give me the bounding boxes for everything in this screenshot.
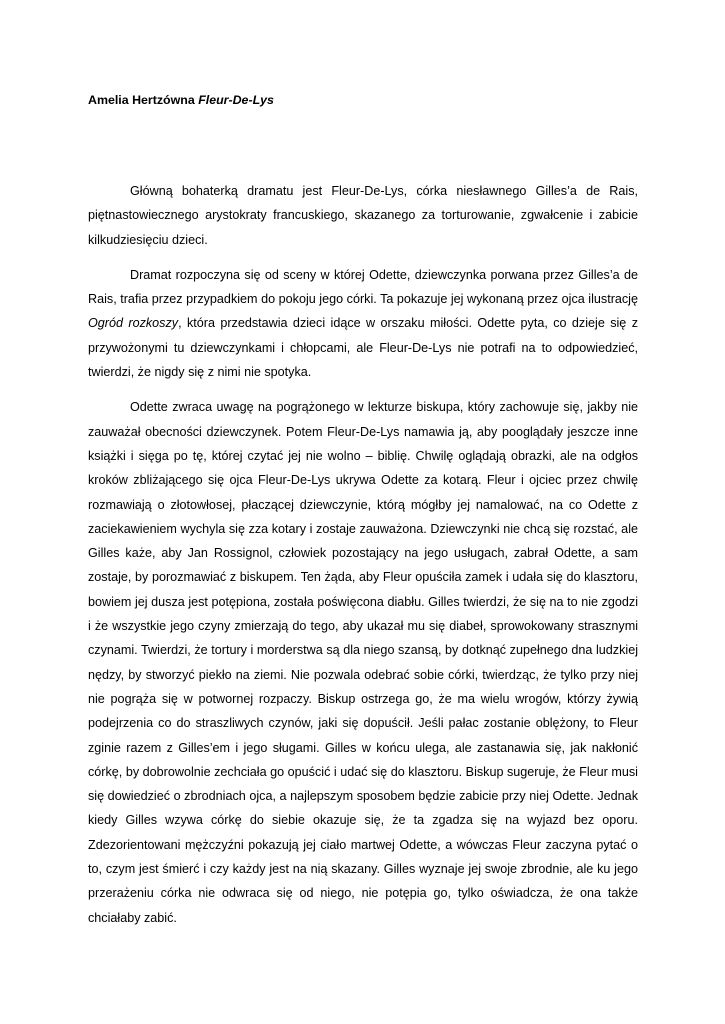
paragraph-text: Dramat rozpoczyna się od sceny w której Odette, dziewczynka porwana przez Gilles’a de Rais, trafia przez przypadkiem do pokoju jego córki. Ta pokazuje jej wykonaną przez ojca ilustrację — [88, 267, 638, 307]
paragraph — [88, 179, 638, 252]
paragraph — [88, 263, 638, 384]
paragraph-text: Odette zwraca uwagę na pogrążonego w lekturze biskupa, który zachowuje się, jakby nie zauważał obecności dziewczynek. Potem Fleur-De-Lys namawia ją, aby pooglądały jeszcze inne książki i sięga po tę, której czytać jej nie wolno – biblię. Chwilę oglądają obrazki, ale na odgłos kroków zbliżającego się ojca Fleur-De-Lys ukrywa Odette za kotarą. Fleur i ojciec przez chwilę rozmawiają o złotowłosej, płaczącej dziewczynie, którą mógłby jej namalować, na co Odette z zaciekawieniem wychyla się zza kotary i zostaje zauważona. Dziewczynki nie chcą się rozstać, ale Gilles każe, aby Jan Rossignol, człowiek pozostający na jego usługach, zabrał Odette, a sam zostaje, by porozmawiać z biskupem. Ten żąda, aby Fleur opuściła zamek i udała się do klasztoru, bowiem jej dusza jest potępiona, została poświęcona diabłu. Gilles twierdzi, że się na to nie zgodzi i że wszystkie jego czyny zmierzają do tego, aby ukazał mu się diabeł, sprowokowany strasznymi czynami. Twierdzi, że tortury i morderstwa są dla niego szansą, by dotknąć zupełnego dna ludzkiej nędzy, by stworzyć piekło na ziemi. Nie pozwala odebrać sobie córki, twierdząc, że tylko przy niej nie pogrąża się w potwornej rozpaczy. Biskup ostrzega go, że ma wielu wrogów, którzy żywią podejrzenia co do straszliwych czynów, jaki się dopuścił. Jeśli pałac zostanie oblężony, to Fleur zginie razem z Gilles’em i jego sługami. Gilles w końcu ulega, ale zastanawia się, jak nakłonić córkę, by dobrowolnie zechciała go opuścić i udać się do klasztoru. Biskup sugeruje, że Fleur musi się dowiedzieć o zbrodniach ojca, a najlepszym sposobem będzie zabicie przy niej Odette. Jednak kiedy Gilles wzywa córkę do siebie okazuje się, że ta zgadza się na wyjazd bez oporu. Zdezorientowani mężczyźni pokazują jej ciało martwej Odette, a wówczas Fleur zaczyna pytać o to, czym jest śmierć i czy każdy jest na nią skazany. Gilles wyznaje jej swoje zbrodnie, ale ku jego przerażeniu córka nie odwraca się od niego, nie potępia go, tylko oświadcza, że ona także chciałaby zabić. — [88, 400, 638, 925]
paragraph-text: , która przedstawia dzieci idące w orszaku miłości. Odette pyta, co dzieje się z przywożonymi tu dziewczynkami i chłopcami, ale Fleur-De-Lys nie potrafi na to odpowiedzieć, twierdzi, że nigdy się z nimi nie spotyka. — [88, 316, 638, 380]
paragraph — [88, 395, 638, 930]
work-reference-italic: Ogród rozkoszy — [88, 316, 179, 331]
document-heading — [88, 92, 274, 108]
work-title: Fleur-De-Lys — [198, 93, 274, 107]
body-text — [88, 179, 638, 941]
paragraph-text: Główną bohaterką dramatu jest Fleur-De-Lys, córka niesławnego Gilles’a de Rais, piętnastowiecznego arystokraty francuskiego, skazanego za torturowanie, zgwałcenie i zabicie kilkudziesięciu dzieci. — [88, 184, 638, 247]
author-name: Amelia Hertzówna — [88, 93, 195, 107]
